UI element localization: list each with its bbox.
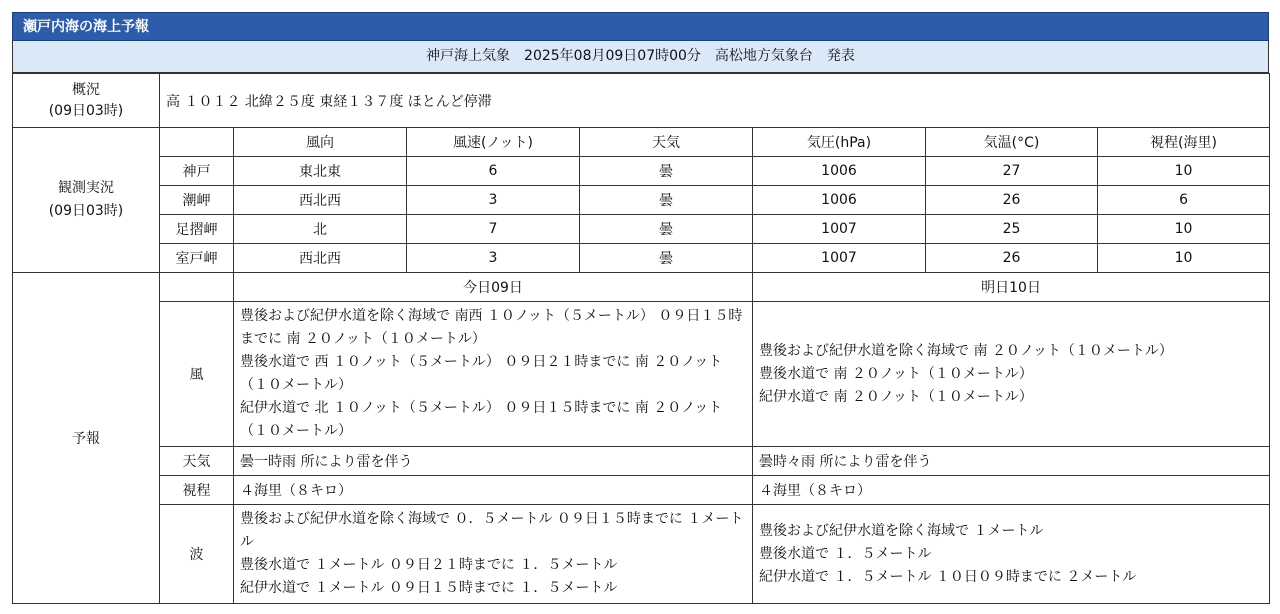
- cell-pressure: 1007: [753, 215, 926, 244]
- panel-title: 瀬戸内海の海上予報: [12, 12, 1269, 41]
- station-name: 神戸: [160, 157, 234, 186]
- wave-tomorrow-line: 豊後および紀伊水道を除く海域で １メートル: [759, 522, 1044, 539]
- wind-tomorrow: [753, 302, 1270, 447]
- cell-wind-speed: 3: [407, 186, 580, 215]
- wave-today-line: 豊後および紀伊水道を除く海域で ０．５メートル ０９日１５時までに １メートル: [240, 511, 744, 550]
- cell-wind-speed: 7: [407, 215, 580, 244]
- table-row: [13, 215, 1270, 244]
- forecast-visibility-row: [13, 476, 1270, 505]
- cell-wind-speed: 6: [407, 157, 580, 186]
- cell-weather: 曇: [580, 215, 753, 244]
- cell-weather: 曇: [580, 244, 753, 273]
- table-row: [13, 244, 1270, 273]
- wave-tomorrow-line: 豊後水道で １．５メートル: [759, 545, 932, 562]
- cell-visibility: 10: [1098, 215, 1270, 244]
- station-header-blank: [160, 128, 234, 157]
- forecast-weather-row: [13, 447, 1270, 476]
- forecast-label: 予報: [13, 273, 160, 604]
- wave-today-line: 紀伊水道で １メートル ０９日１５時までに １．５メートル: [240, 580, 618, 596]
- forecast-today-header: 今日09日: [234, 273, 753, 302]
- wave-label: 波: [160, 505, 234, 604]
- cell-temperature: 26: [926, 186, 1098, 215]
- forecast-wind-row: [13, 302, 1270, 447]
- wind-label: 風: [160, 302, 234, 447]
- cell-pressure: 1006: [753, 157, 926, 186]
- table-row: [13, 157, 1270, 186]
- issue-info: 神戸海上気象 2025年08月09日07時00分 高松地方気象台 発表: [12, 41, 1269, 73]
- weather-label: 天気: [160, 447, 234, 476]
- weather-tomorrow: 曇時々雨 所により雷を伴う: [753, 447, 1270, 476]
- wind-today-line: 豊後水道で 西 １０ノット（５メートル） ０９日２１時までに 南 ２０ノット（１０メートル）: [240, 354, 723, 393]
- table-row: [13, 186, 1270, 215]
- header-visibility: 視程(海里): [1098, 128, 1270, 157]
- station-name: 室戸岬: [160, 244, 234, 273]
- cell-temperature: 26: [926, 244, 1098, 273]
- cell-weather: 曇: [580, 186, 753, 215]
- forecast-day-header-row: [13, 273, 1270, 302]
- marine-forecast-panel: [12, 12, 1269, 604]
- overview-text: 高 １０１２ 北緯２５度 東経１３７度 ほとんど停滞: [160, 74, 1270, 128]
- station-name: 潮岬: [160, 186, 234, 215]
- cell-wind-speed: 3: [407, 244, 580, 273]
- cell-wind-direction: 西北西: [234, 244, 407, 273]
- wave-tomorrow-line: 紀伊水道で １．５メートル １０日０９時までに ２メートル: [759, 568, 1137, 585]
- cell-wind-direction: 北: [234, 215, 407, 244]
- station-name: 足摺岬: [160, 215, 234, 244]
- overview-label: 概況 (09日03時): [13, 74, 160, 128]
- header-weather: 天気: [580, 128, 753, 157]
- wind-tomorrow-line: 紀伊水道で 南 ２０ノット（１０メートル）: [759, 388, 1033, 405]
- wind-today-line: 紀伊水道で 北 １０ノット（５メートル） ０９日１５時までに 南 ２０ノット（１０メートル）: [240, 400, 723, 439]
- cell-visibility: 6: [1098, 186, 1270, 215]
- cell-weather: 曇: [580, 157, 753, 186]
- wave-today: [234, 505, 753, 604]
- weather-today: 曇一時雨 所により雷を伴う: [234, 447, 753, 476]
- wind-tomorrow-line: 豊後および紀伊水道を除く海域で 南 ２０ノット（１０メートル）: [759, 342, 1173, 359]
- cell-visibility: 10: [1098, 244, 1270, 273]
- visibility-today: ４海里（８キロ）: [234, 476, 753, 505]
- wind-today-line: 豊後および紀伊水道を除く海域で 南西 １０ノット（５メートル） ０９日１５時までに 南 ２０ノット（１０メートル）: [240, 308, 743, 347]
- wind-tomorrow-line: 豊後水道で 南 ２０ノット（１０メートル）: [759, 365, 1033, 382]
- wave-tomorrow: [753, 505, 1270, 604]
- overview-row: [13, 74, 1270, 128]
- visibility-tomorrow: ４海里（８キロ）: [753, 476, 1270, 505]
- header-temperature: 気温(°C): [926, 128, 1098, 157]
- cell-pressure: 1007: [753, 244, 926, 273]
- wind-today: [234, 302, 753, 447]
- forecast-table: [12, 73, 1270, 604]
- forecast-wave-row: [13, 505, 1270, 604]
- cell-wind-direction: 東北東: [234, 157, 407, 186]
- cell-pressure: 1006: [753, 186, 926, 215]
- forecast-tomorrow-header: 明日10日: [753, 273, 1270, 302]
- cell-visibility: 10: [1098, 157, 1270, 186]
- header-wind-speed: 風速(ノット): [407, 128, 580, 157]
- visibility-label: 視程: [160, 476, 234, 505]
- observation-header-row: [13, 128, 1270, 157]
- header-pressure: 気圧(hPa): [753, 128, 926, 157]
- wave-today-line: 豊後水道で １メートル ０９日２１時までに １．５メートル: [240, 557, 618, 573]
- cell-temperature: 25: [926, 215, 1098, 244]
- header-wind-direction: 風向: [234, 128, 407, 157]
- forecast-header-blank: [160, 273, 234, 302]
- cell-wind-direction: 西北西: [234, 186, 407, 215]
- cell-temperature: 27: [926, 157, 1098, 186]
- observation-label: 観測実況 (09日03時): [13, 128, 160, 273]
